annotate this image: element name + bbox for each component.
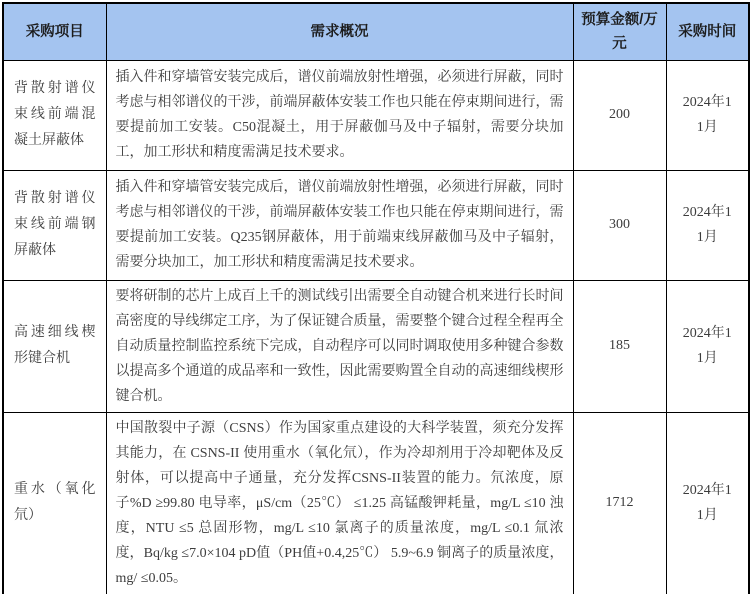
header-time: 采购时间 xyxy=(666,3,749,60)
item-cell: 背散射谱仪束线前端混凝土屏蔽体 xyxy=(3,60,106,170)
header-item: 采购项目 xyxy=(3,3,106,60)
table-row xyxy=(3,412,749,594)
time-cell: 2024年11月 xyxy=(666,412,749,594)
item-cell: 背散射谱仪束线前端钢屏蔽体 xyxy=(3,170,106,280)
budget-cell: 200 xyxy=(573,60,666,170)
time-cell: 2024年11月 xyxy=(666,60,749,170)
item-cell: 高速细线楔形键合机 xyxy=(3,280,106,412)
header-summary: 需求概况 xyxy=(106,3,573,60)
budget-cell: 185 xyxy=(573,280,666,412)
summary-cell: 插入件和穿墙管安装完成后，谱仪前端放射性增强，必须进行屏蔽，同时考虑与相邻谱仪的干涉，前端屏蔽体安装工作也只能在停束期间进行，需要提前加工安装。Q235钢屏蔽体，用于前端束线屏蔽伽马及中子辐射，需要分块加工，加工形状和精度需满足技术要求。 xyxy=(106,170,573,280)
summary-cell: 中国散裂中子源（CSNS）作为国家重点建设的大科学装置，须充分发挥其能力，在 CSNS-II 使用重水（氧化氘），作为冷却剂用于冷却靶体及反射体，可以提高中子通量，充分发挥CSNS-II装置的能力。氘浓度，原子%D ≥99.80 电导率，μS/cm（25℃） ≤1.25 高锰酸钾耗量，mg/L ≤10 浊度，NTU ≤5 总固形物，mg/L ≤10 氯离子的质量浓度，mg/L ≤0.1 氚浓度，Bq/kg ≤7.0×104 pD值（PH值+0.4,25℃） 5.9~6.9 铜离子的质量浓度，mg/ ≤0.05。 xyxy=(106,412,573,594)
time-cell: 2024年11月 xyxy=(666,170,749,280)
summary-cell: 要将研制的芯片上成百上千的测试线引出需要全自动键合机来进行长时间高密度的导线绑定工序，为了保证键合质量，需要整个键合过程全程再全自动质量控制监控系统下完成，自动程序可以同时调取使用多种键合参数以提高多个通道的成品率和一致性，因此需要购置全自动的高速细线楔形键合机。 xyxy=(106,280,573,412)
procurement-table xyxy=(2,2,750,594)
table-row xyxy=(3,60,749,170)
summary-cell: 插入件和穿墙管安装完成后，谱仪前端放射性增强，必须进行屏蔽，同时考虑与相邻谱仪的干涉，前端屏蔽体安装工作也只能在停束期间进行，需要提前加工安装。C50混凝土，用于屏蔽伽马及中子辐射，需要分块加工，加工形状和精度需满足技术要求。 xyxy=(106,60,573,170)
table-row xyxy=(3,280,749,412)
header-budget: 预算金额/万元 xyxy=(573,3,666,60)
table-row xyxy=(3,170,749,280)
budget-cell: 1712 xyxy=(573,412,666,594)
budget-cell: 300 xyxy=(573,170,666,280)
item-cell: 重水（氧化氘） xyxy=(3,412,106,594)
header-row xyxy=(3,3,749,60)
time-cell: 2024年11月 xyxy=(666,280,749,412)
